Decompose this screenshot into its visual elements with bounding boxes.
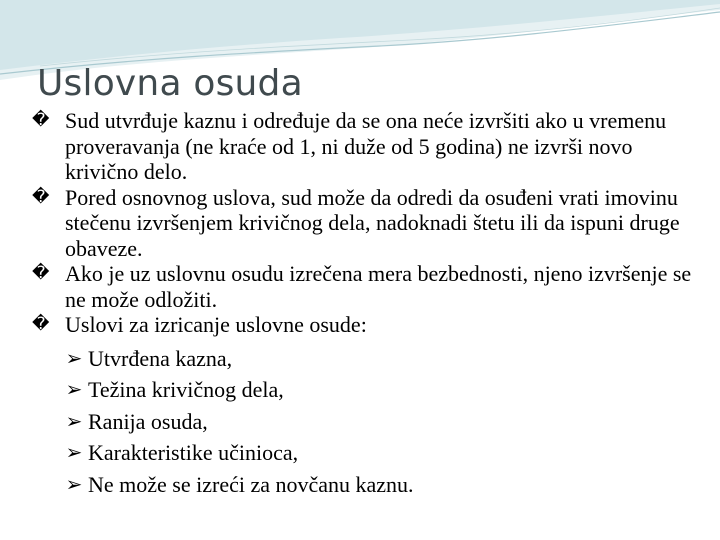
arrow-bullet-icon: ➢ [65,408,83,433]
bullet-item [32,261,702,312]
bullet-text: Pored osnovnog uslova, sud može da odredi da osuđeni vrati imovinu stečenu izvršenjem krivičnog dela, nadoknadi štetu ili da ispuni druge obaveze. [65,184,680,261]
bullet-text: Ako je uz uslovnu osudu izrečena mera bezbednosti, njeno izvršenje se ne može odložiti. [65,261,692,312]
arrow-bullet-icon: ➢ [65,440,83,464]
arrow-bullet-icon: ➢ [65,345,83,370]
sub-bullet-text: Karakteristike učinioca, [88,440,299,465]
bullet-item [32,312,702,338]
bullet-item [32,185,702,262]
sub-bullet-item [32,374,702,406]
bullet-item [32,108,702,185]
sub-bullet-item [32,343,702,375]
bullet-marker: � [32,110,50,130]
sub-bullet-text: Težina krivičnog dela, [88,377,284,402]
bullet-text: Sud utvrđuje kaznu i određuje da se ona neće izvršiti ako u vremenu proveravanja (ne kraće od 1, ni duže od 5 godina) ne izvrši novo krivično delo. [65,108,667,184]
bullet-marker: � [32,314,50,334]
sub-bullet-item [32,406,702,438]
arrow-bullet-icon: ➢ [65,377,83,401]
arrow-bullet-icon: ➢ [65,471,83,496]
bullet-marker: � [32,186,50,207]
slide-body [32,108,702,500]
sub-bullet-list [32,343,702,501]
slide-title: Uslovna osuda [37,63,303,104]
sub-bullet-text: Ne može se izreći za novčanu kaznu. [88,471,414,497]
sub-bullet-text: Utvrđena kazna, [88,345,233,371]
bullet-text: Uslovi za izricanje uslovne osude: [65,312,367,337]
sub-bullet-item [32,469,702,501]
sub-bullet-item [32,437,702,469]
bullet-marker: � [32,263,50,283]
sub-bullet-text: Ranija osuda, [88,408,208,434]
